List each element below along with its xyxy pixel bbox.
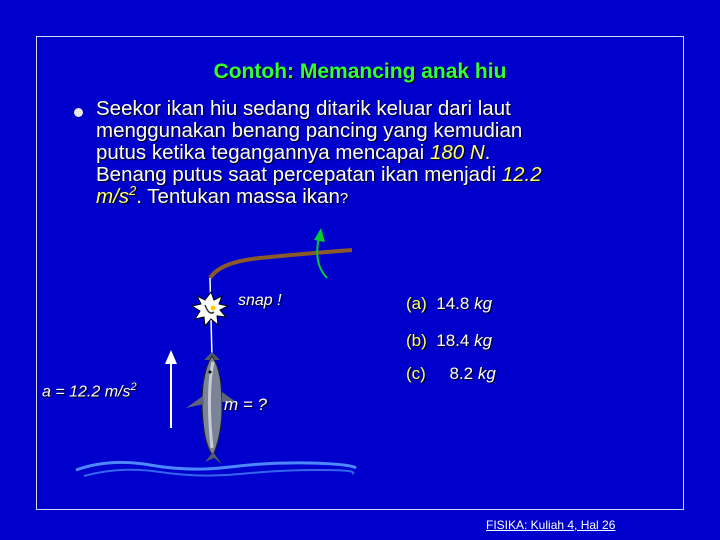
accel-unit-exp: 2: [129, 183, 137, 199]
option-c: [406, 364, 496, 384]
option-key: (b): [406, 331, 427, 350]
snap-burst-icon: [192, 292, 228, 326]
question-mark: ?: [339, 190, 349, 207]
option-key: (a): [406, 294, 427, 313]
snap-label: snap !: [238, 292, 282, 309]
slide-footer: FISIKA: Kuliah 4, Hal 26: [486, 518, 616, 532]
problem-line-2: menggunakan benang pancing yang kemudian: [96, 119, 523, 142]
acceleration-arrow-icon: [165, 350, 177, 428]
option-value: 18.4: [436, 331, 470, 350]
water-waves-icon: [76, 462, 356, 476]
problem-line-4a: Benang putus saat percepatan ikan menjadi: [96, 163, 502, 186]
acceleration-label: [42, 381, 137, 401]
accel-unit: m/s: [96, 185, 130, 208]
option-b: [406, 331, 492, 351]
option-value: 14.8: [436, 294, 470, 313]
accel-value: 12.2: [501, 163, 542, 186]
problem-line-3a: putus ketika tegangannya mencapai: [96, 141, 430, 164]
option-a: [406, 294, 492, 314]
option-unit: kg: [474, 294, 493, 313]
option-key: (c): [406, 364, 426, 383]
title-text: Memancing anak hiu: [299, 60, 507, 83]
tension-value: 180 N: [429, 141, 485, 164]
title-prefix: Contoh:: [213, 60, 295, 83]
acceleration-exp: 2: [130, 381, 137, 393]
mass-label: m = ?: [224, 395, 267, 414]
option-unit: kg: [474, 331, 493, 350]
problem-line-1: Seekor ikan hiu sedang ditarik keluar dari laut: [96, 97, 511, 120]
option-value: 8.2: [449, 364, 474, 383]
problem-line-3b: .: [484, 141, 491, 164]
option-unit: kg: [477, 364, 496, 383]
acceleration-text: a = 12.2 m/s: [42, 383, 131, 401]
problem-line-5b: . Tentukan massa ikan: [136, 185, 340, 208]
fishing-rod-icon: [210, 250, 352, 278]
